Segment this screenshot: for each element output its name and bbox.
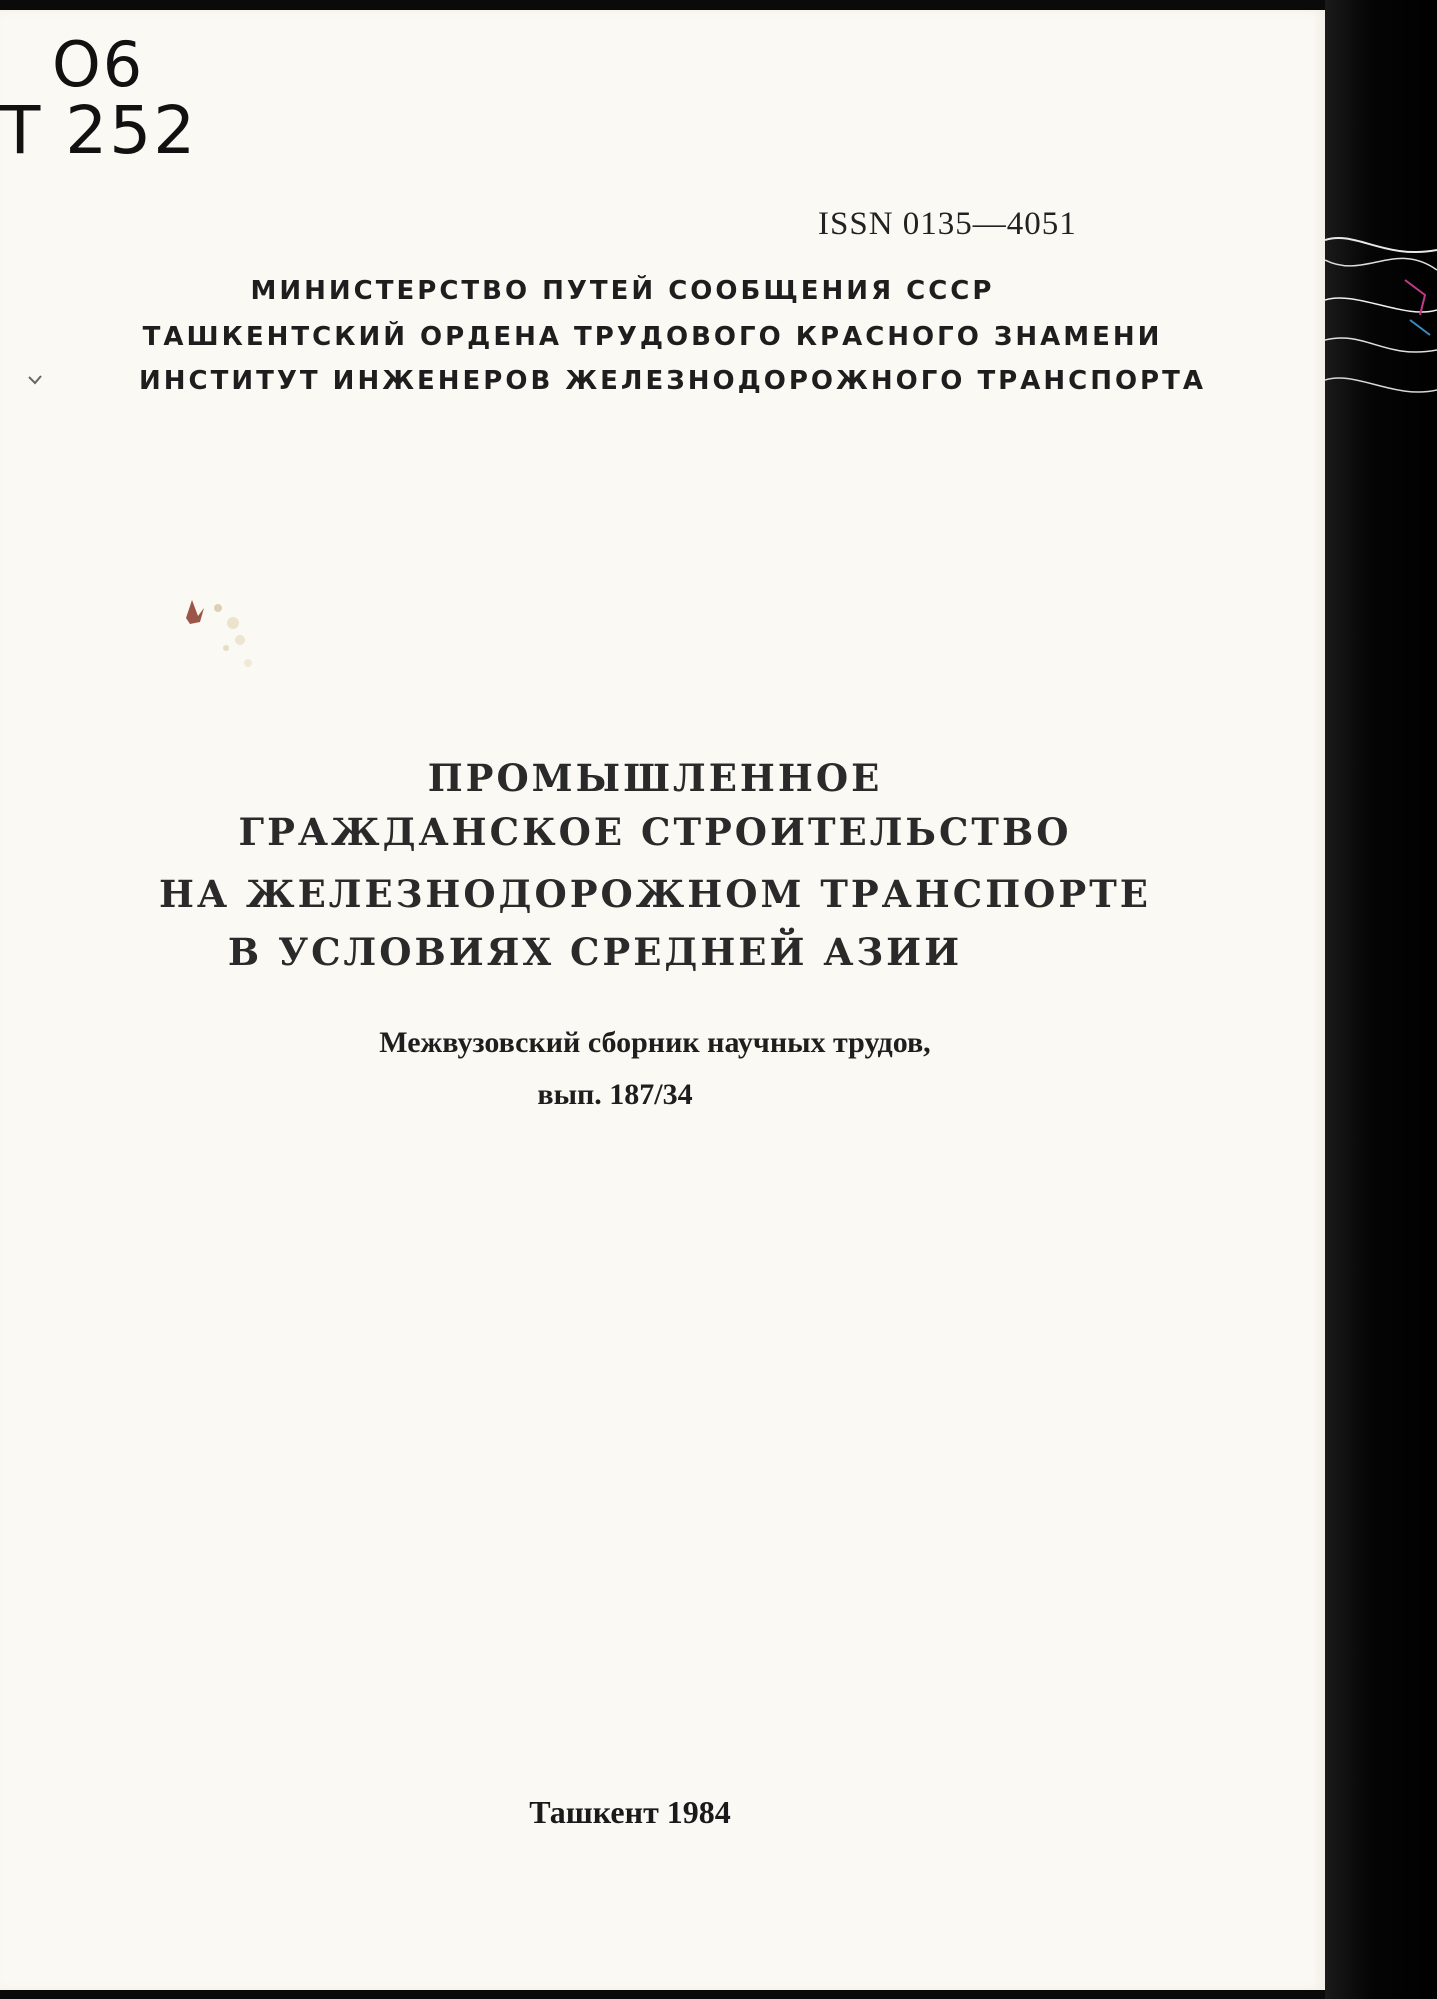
handwritten-shelf-mark-line2: Т 252 [0, 92, 198, 169]
institute-line-1: ТАШКЕНТСКИЙ ОРДЕНА ТРУДОВОГО КРАСНОГО ЗНАМЕНИ [142, 322, 1163, 352]
subtitle-collection: Межвузовский сборник научных трудов, [379, 1026, 931, 1059]
title-line-3: НА ЖЕЛЕЗНОДОРОЖНОМ ТРАНСПОРТЕ [159, 872, 1151, 916]
title-line-1: ПРОМЫШЛЕННОЕ [427, 756, 883, 800]
title-line-2: ГРАЖДАНСКОЕ СТРОИТЕЛЬСТВО [238, 810, 1072, 854]
title-line-4: В УСЛОВИЯХ СРЕДНЕЙ АЗИИ [227, 930, 963, 974]
subtitle-issue: вып. 187/34 [537, 1078, 693, 1111]
issn-number: ISSN 0135—4051 [818, 206, 1077, 242]
binding-threads [1325, 220, 1437, 420]
ministry-line: МИНИСТЕРСТВО ПУТЕЙ СООБЩЕНИЯ СССР [250, 276, 995, 306]
paper-stain [178, 578, 288, 678]
institute-line-2: ИНСТИТУТ ИНЖЕНЕРОВ ЖЕЛЕЗНОДОРОЖНОГО ТРАНСПОРТА [139, 366, 1206, 396]
handwritten-shelf-mark-line1: О6 [52, 28, 145, 101]
imprint-city-year: Ташкент 1984 [529, 1794, 731, 1830]
cover-page [0, 10, 1325, 1990]
